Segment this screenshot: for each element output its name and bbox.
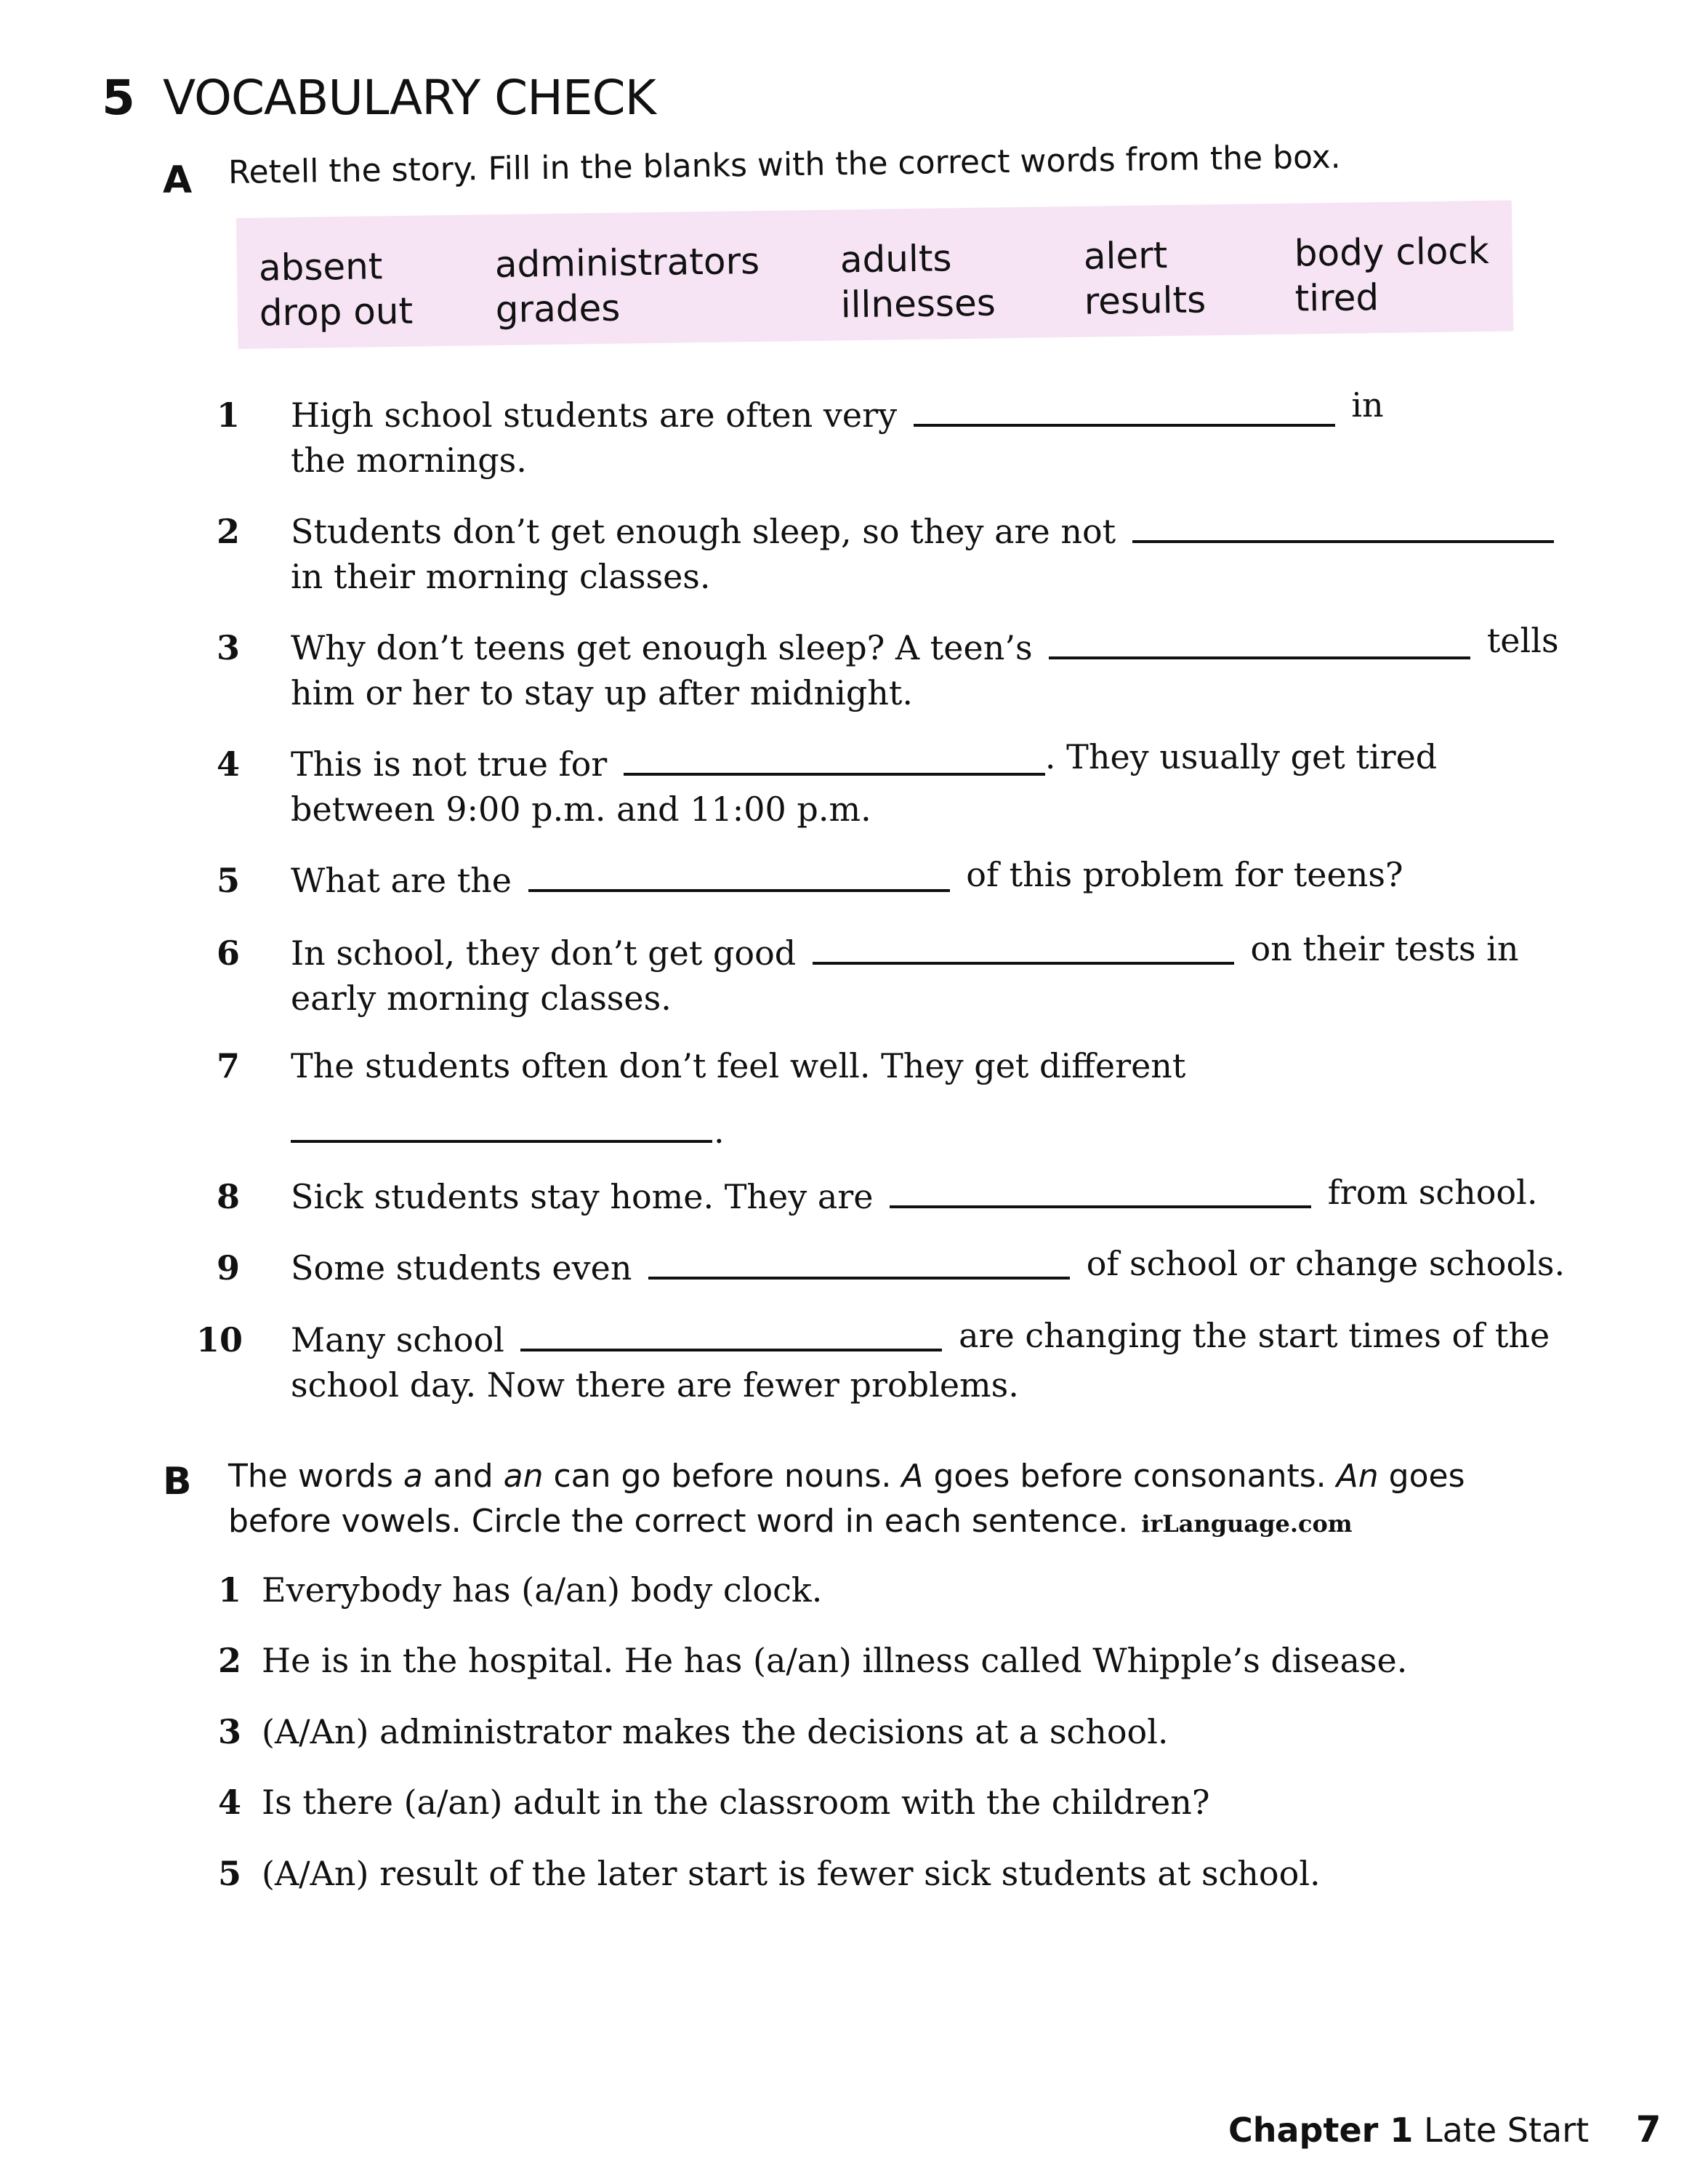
word-box-word: adults — [839, 237, 952, 281]
item-text: school day. Now there are fewer problems. — [291, 1365, 1019, 1405]
word-box-word: illnesses — [840, 281, 996, 326]
answer-blank[interactable] — [291, 1139, 712, 1143]
item-number: 2 — [216, 512, 240, 551]
item-text: from school. — [1327, 1173, 1538, 1212]
part-a-letter: A — [163, 158, 193, 202]
circle-item — [218, 1783, 1210, 1822]
item-text: Some students even — [291, 1248, 632, 1288]
answer-blank[interactable] — [890, 1205, 1311, 1208]
part-a-instruction: Retell the story. Fill in the blanks with the correct words from the box. — [227, 138, 1341, 191]
word-box-word: body clock — [1294, 229, 1490, 275]
word-box — [236, 200, 1513, 348]
watermark-text: irLanguage.com — [1141, 1510, 1353, 1538]
item-number: 6 — [216, 933, 240, 973]
item-number: 4 — [218, 1783, 242, 1822]
item-text: Why don’t teens get enough sleep? A teen’s — [291, 628, 1033, 667]
answer-blank[interactable] — [1049, 656, 1470, 659]
item-text: Students don’t get enough sleep, so they are not — [291, 512, 1116, 551]
part-b-instruction-line1: The words a and an can go before nouns. A goes before consonants. An goes — [228, 1458, 1465, 1495]
item-text: What are the — [291, 861, 512, 900]
item-text[interactable]: He is in the hospital. He has (a/an) illness called Whipple’s disease. — [262, 1641, 1408, 1680]
item-text: . — [714, 1112, 725, 1151]
section-number: 5 — [102, 70, 135, 126]
answer-blank[interactable] — [914, 423, 1335, 427]
circle-item — [218, 1854, 1321, 1893]
item-number: 2 — [218, 1641, 242, 1680]
page-number: 7 — [1635, 2108, 1661, 2150]
item-number: 8 — [216, 1177, 240, 1216]
answer-blank[interactable] — [813, 961, 1234, 965]
part-b-instruction-line2: before vowels. Circle the correct word in each sentence. irLanguage.com — [228, 1503, 1353, 1540]
item-text[interactable]: Everybody has (a/an) body clock. — [262, 1570, 823, 1610]
item-number: 4 — [216, 744, 240, 784]
item-text: Sick students stay home. They are — [291, 1177, 874, 1216]
word-box-word: alert — [1083, 234, 1168, 278]
item-text: The students often don’t feel well. They get different — [291, 1046, 1186, 1085]
chapter-title: Late Start — [1424, 2110, 1590, 2150]
word-box-word: absent — [258, 245, 383, 289]
item-number: 10 — [196, 1320, 243, 1359]
item-text: . They usually get tired — [1044, 737, 1438, 776]
item-text: In school, they don’t get good — [291, 933, 797, 973]
section-title: VOCABULARY CHECK — [163, 70, 656, 126]
circle-item — [218, 1641, 1407, 1680]
chapter-label: Chapter 1 — [1228, 2110, 1414, 2150]
item-text: in their morning classes. — [291, 557, 711, 596]
part-b-letter: B — [163, 1460, 192, 1503]
item-number: 9 — [216, 1248, 240, 1288]
item-text: tells — [1486, 621, 1559, 660]
answer-blank[interactable] — [520, 1348, 942, 1351]
item-text: are changing the start times of the — [959, 1316, 1550, 1355]
word-box-word: drop out — [259, 289, 414, 334]
page-footer — [1228, 2108, 1661, 2150]
item-text: in — [1351, 385, 1384, 425]
item-text[interactable]: (A/An) administrator makes the decisions at a school. — [262, 1712, 1169, 1751]
item-text: early morning classes. — [291, 979, 672, 1018]
item-text: between 9:00 p.m. and 11:00 p.m. — [291, 790, 871, 829]
word-box-word: administrators — [494, 239, 760, 286]
item-text[interactable]: Is there (a/an) adult in the classroom with the children? — [262, 1783, 1210, 1822]
answer-blank[interactable] — [648, 1276, 1070, 1280]
answer-blank[interactable] — [624, 772, 1045, 776]
item-number: 1 — [216, 395, 240, 435]
answer-blank[interactable] — [528, 888, 950, 892]
item-text: him or her to stay up after midnight. — [291, 673, 914, 712]
part-b-instruction — [228, 1454, 1465, 1546]
word-box-word: grades — [495, 286, 621, 332]
item-number: 1 — [218, 1570, 242, 1610]
item-number: 5 — [216, 861, 240, 900]
item-text: This is not true for — [291, 744, 608, 784]
item-number: 5 — [218, 1854, 242, 1893]
circle-item — [218, 1570, 822, 1610]
item-number: 7 — [216, 1046, 240, 1085]
item-text: the mornings. — [291, 441, 527, 480]
item-number: 3 — [218, 1712, 242, 1751]
circle-item — [218, 1712, 1169, 1751]
word-box-word: results — [1084, 278, 1207, 323]
item-text[interactable]: (A/An) result of the later start is fewer sick students at school. — [262, 1854, 1321, 1893]
answer-blank[interactable] — [1132, 539, 1554, 543]
item-text: Many school — [291, 1320, 504, 1359]
item-text: of this problem for teens? — [966, 855, 1403, 894]
item-text: of school or change schools. — [1086, 1244, 1566, 1283]
word-box-word: tired — [1294, 276, 1379, 320]
item-text: on their tests in — [1250, 929, 1519, 968]
item-number: 3 — [216, 628, 240, 667]
item-text: High school students are often very — [291, 395, 898, 435]
